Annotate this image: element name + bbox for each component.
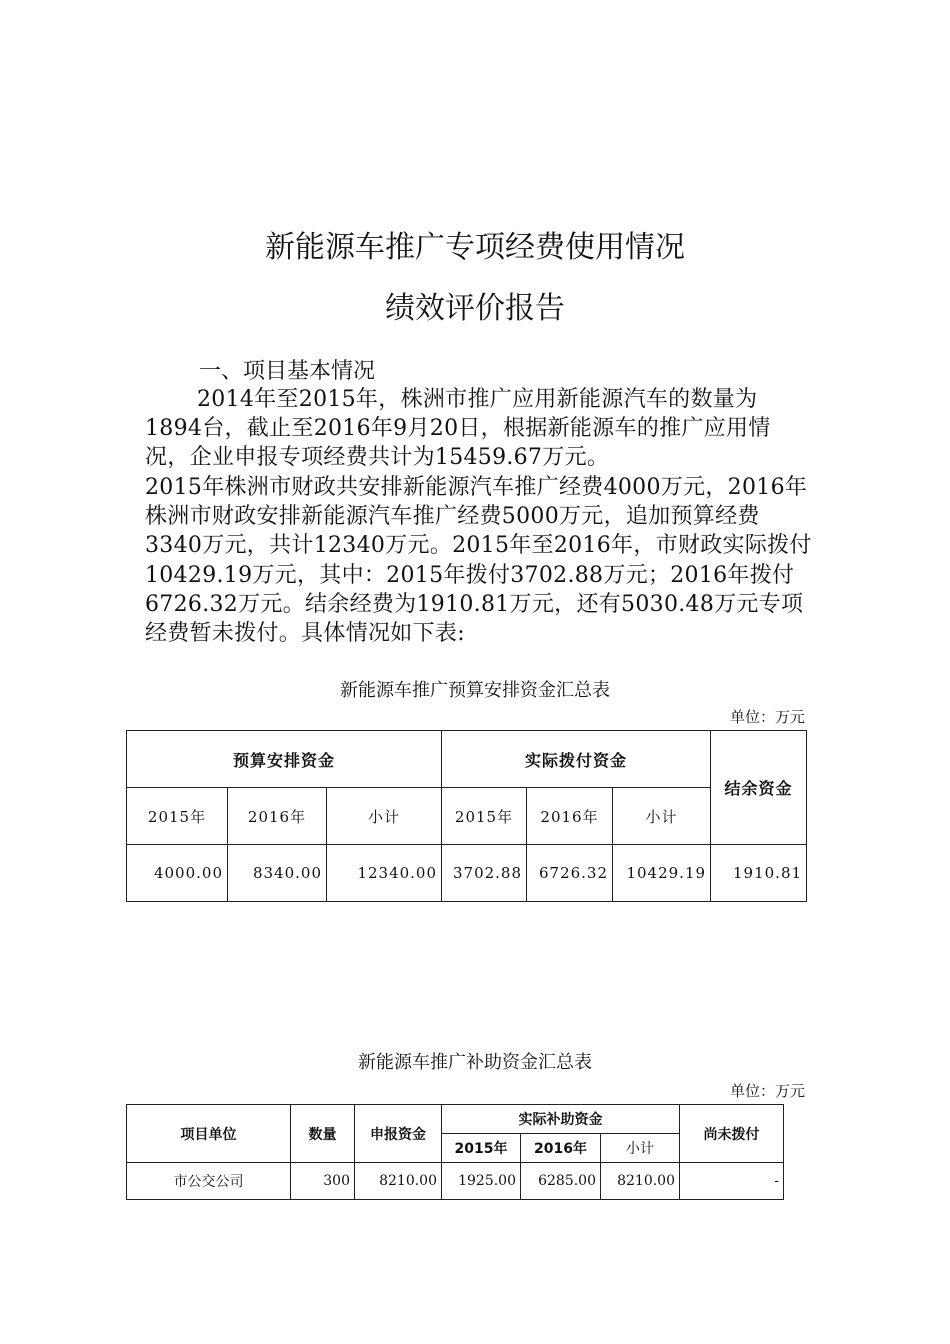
- table2-subheader: 2016年: [521, 1134, 601, 1163]
- paragraph-2: 2015年株洲市财政共安排新能源汽车推广经费4000万元，2016年株洲市财政安排新能源汽车推广经费5000万元，追加预算经费3340万元，共计12340万元。2015年至2016年，市财政实际拨付 10429.19万元，其中：2015年拨付3702.88万元；2016年拨付6726.32万元。结余经费为1910.81万元，还有5030.48万元专项经费暂未拨付。具体情况如下表:: [145, 475, 812, 647]
- table1-subheader: 2016年: [228, 788, 327, 845]
- subsidy-summary-table: [126, 1104, 784, 1200]
- table2-group-actual: 实际补助资金: [442, 1105, 680, 1134]
- table1-cell: 1910.81: [711, 845, 807, 902]
- table1-subheader: 2016年: [527, 788, 613, 845]
- table2-col-unpaid: 尚未拨付: [680, 1105, 784, 1163]
- page-title-line1: 新能源车推广专项经费使用情况: [265, 230, 685, 265]
- table2-col-qty: 数量: [291, 1105, 355, 1163]
- budget-summary-table: [126, 730, 807, 902]
- table1-subheader: 2015年: [127, 788, 228, 845]
- table2-cell: 300: [291, 1163, 355, 1200]
- table-row: [127, 845, 807, 902]
- table2-cell: 8210.00: [355, 1163, 442, 1200]
- table2-subheader: 2015年: [442, 1134, 521, 1163]
- table2-cell: 1925.00: [442, 1163, 521, 1200]
- table1-cell: 8340.00: [228, 845, 327, 902]
- section-heading: 一、项目基本情况: [199, 359, 376, 384]
- table2-cell: -: [680, 1163, 784, 1200]
- table1-subheader: 2015年: [442, 788, 527, 845]
- table1-header-row: [127, 731, 807, 788]
- table2-unit: 单位：万元: [729, 1082, 805, 1100]
- table2-col-unit: 项目单位: [127, 1105, 291, 1163]
- table2-header-row: [127, 1105, 784, 1134]
- table2-caption: 新能源车推广补助资金汇总表: [358, 1052, 592, 1073]
- table1-cell: 3702.88: [442, 845, 527, 902]
- table1-cell: 12340.00: [327, 845, 442, 902]
- table1-unit: 单位：万元: [729, 708, 805, 726]
- table1-caption: 新能源车推广预算安排资金汇总表: [340, 680, 610, 701]
- table-row: [127, 1163, 784, 1200]
- table1-cell: 6726.32: [527, 845, 613, 902]
- table1-group-budget: 预算安排资金: [127, 731, 442, 788]
- table2-cell: 8210.00: [601, 1163, 680, 1200]
- table2-cell: 6285.00: [521, 1163, 601, 1200]
- table2-col-declared: 申报资金: [355, 1105, 442, 1163]
- table2-cell: 市公交公司: [127, 1163, 291, 1200]
- table1-cell: 10429.19: [613, 845, 711, 902]
- table1-subheader-row: [127, 788, 807, 845]
- page-title-line2: 绩效评价报告: [385, 291, 565, 326]
- table1-subheader: 小计: [327, 788, 442, 845]
- table1-col-balance: 结余资金: [711, 731, 807, 845]
- table1-subheader: 小计: [613, 788, 711, 845]
- table1-cell: 4000.00: [127, 845, 228, 902]
- paragraph-1: 2014年至2015年，株洲市推广应用新能源汽车的数量为1894台，截止至2016年9月20日，根据新能源车的推广应用情况，企业申报专项经费共计为15459.67万元。: [145, 387, 771, 471]
- table1-group-actual: 实际拨付资金: [442, 731, 711, 788]
- table2-subheader: 小计: [601, 1134, 680, 1163]
